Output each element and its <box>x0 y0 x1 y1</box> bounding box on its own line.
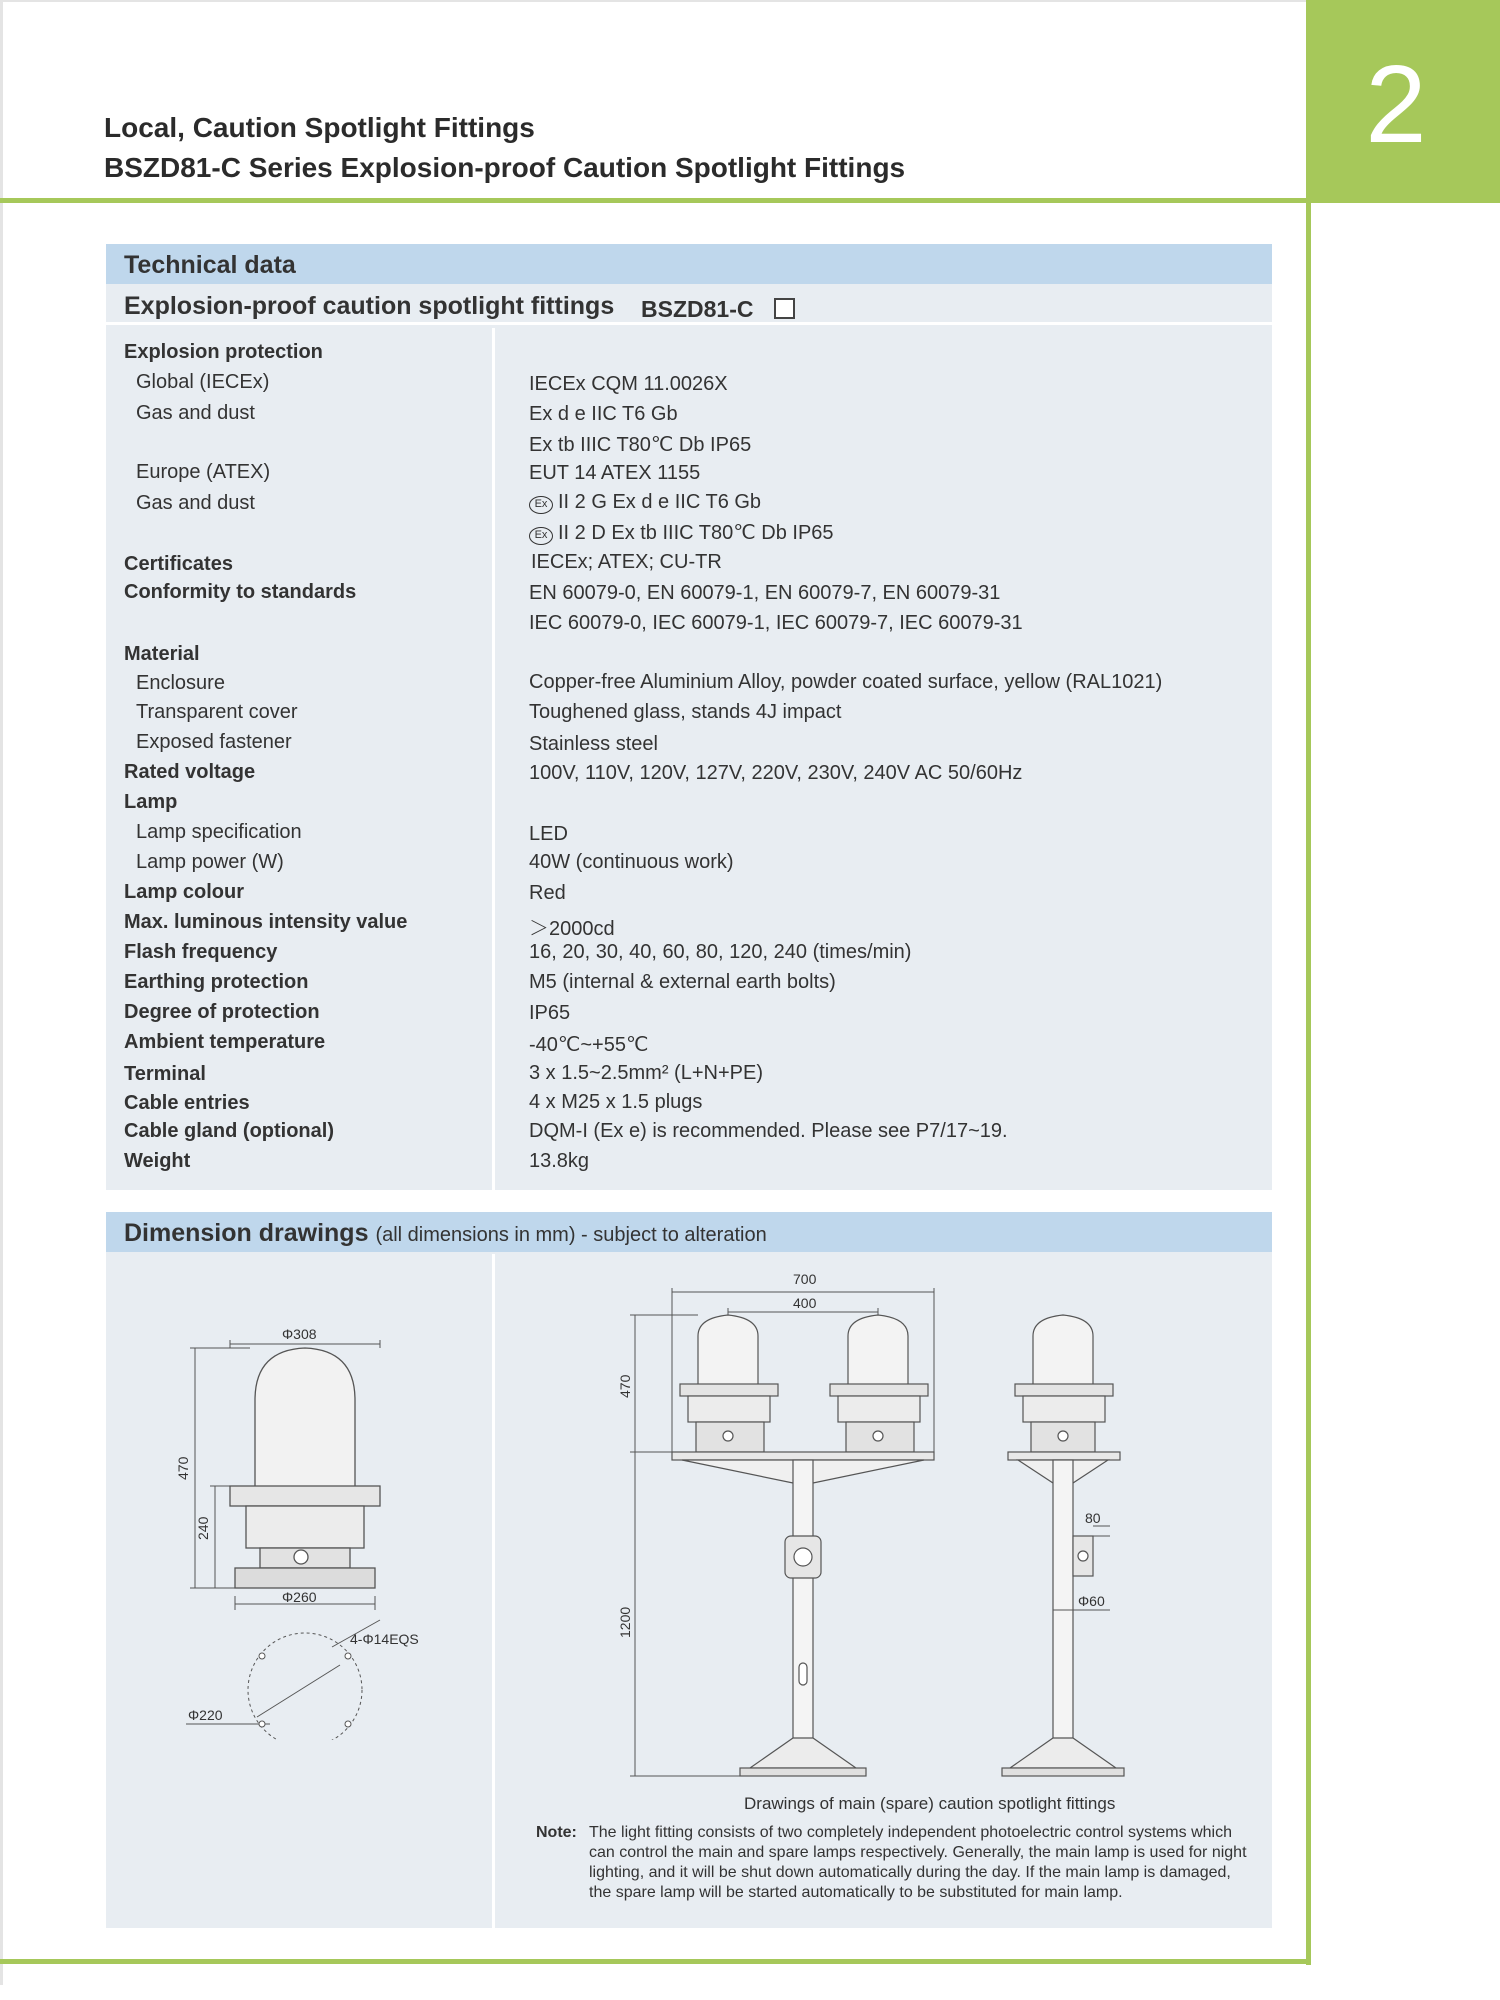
value-iecex-dust: Ex tb IIIC T80℃ Db IP65 <box>529 434 752 456</box>
dim-lamp-spacing: 400 <box>793 1295 817 1311</box>
technical-subheading <box>106 287 1272 325</box>
value-weight: 13.8kg <box>529 1150 590 1172</box>
label-transparent-cover: Transparent cover <box>136 701 298 723</box>
value-transparent-cover: Toughened glass, stands 4J impact <box>529 701 842 723</box>
dim-pole-height: 1200 <box>617 1606 633 1638</box>
pole-mount-drawing <box>610 1268 1140 1788</box>
dim-pole-diameter: Φ60 <box>1078 1593 1105 1609</box>
value-cable-entries: 4 x M25 x 1.5 plugs <box>529 1091 703 1113</box>
dim-box-width: 80 <box>1085 1510 1101 1526</box>
dim-top-diameter: Φ308 <box>282 1326 317 1342</box>
value-atex-dust <box>529 520 834 545</box>
drawing-note <box>536 1823 1266 1901</box>
value-iecex-cert: IECEx CQM 11.0026X <box>529 373 728 395</box>
value-certificates: IECEx; ATEX; CU-TR <box>531 551 722 573</box>
product-name: Explosion-proof caution spotlight fittings <box>124 292 615 320</box>
dim-holes: 4-Φ14EQS <box>350 1631 419 1647</box>
bottom-rule <box>0 1959 1311 1964</box>
ex-mark-icon: Ex <box>529 527 553 545</box>
right-rule <box>1306 198 1311 1965</box>
single-lamp-drawing <box>150 1320 460 1740</box>
column-divider <box>492 328 495 1190</box>
technical-data-section <box>106 244 1272 1190</box>
label-weight: Weight <box>124 1150 191 1172</box>
label-ambient-temperature: Ambient temperature <box>124 1031 326 1053</box>
label-lamp-specification: Lamp specification <box>136 821 302 843</box>
header-rule <box>0 198 1312 203</box>
value-ambient-temperature: -40℃~+55℃ <box>529 1034 649 1056</box>
value-max-luminous: ＞2000cd <box>529 918 615 940</box>
column-divider <box>492 1254 495 1928</box>
label-material: Material <box>124 643 200 665</box>
dim-lamp-height: 470 <box>617 1374 633 1398</box>
value-degree-protection: IP65 <box>529 1002 571 1024</box>
label-conformity: Conformity to standards <box>124 581 357 603</box>
label-terminal: Terminal <box>124 1063 206 1085</box>
value-exposed-fastener: Stainless steel <box>529 733 658 755</box>
label-exposed-fastener: Exposed fastener <box>136 731 292 753</box>
label-lamp-colour: Lamp colour <box>124 881 245 903</box>
label-cable-entries: Cable entries <box>124 1092 250 1114</box>
label-explosion-protection: Explosion protection <box>124 341 323 363</box>
label-degree-protection: Degree of protection <box>124 1001 320 1023</box>
dim-base-diameter: Φ260 <box>282 1589 317 1605</box>
label-enclosure: Enclosure <box>136 672 225 694</box>
value-lamp-power: 40W (continuous work) <box>529 851 734 873</box>
label-max-luminous: Max. luminous intensity value <box>124 911 408 933</box>
value-enclosure: Copper-free Aluminium Alloy, powder coated surface, yellow (RAL1021) <box>529 671 1163 693</box>
value-atex-cert: EUT 14 ATEX 1155 <box>529 462 701 484</box>
dim-overall-width: 700 <box>793 1271 817 1287</box>
value-iecex-gas: Ex d e IIC T6 Gb <box>529 403 678 425</box>
label-gas-dust-atex: Gas and dust <box>136 492 255 514</box>
label-europe-atex: Europe (ATEX) <box>136 461 271 483</box>
dimension-heading-note: (all dimensions in mm) - subject to alteration <box>375 1224 767 1246</box>
dimension-heading-title: Dimension drawings <box>124 1219 369 1247</box>
frame-left-border <box>0 0 3 1985</box>
drawing-caption: Drawings of main (spare) caution spotlight fittings <box>744 1794 1116 1813</box>
value-atex-gas <box>529 491 761 514</box>
page-title: Local, Caution Spotlight Fittings <box>104 112 535 143</box>
chapter-number: 2 <box>1365 43 1427 166</box>
note-text: The light fitting consists of two completely independent photoelectric control systems which can control the main and spare lamps respectively. Generally, the main lamp is used for night lighting, and it will be shut down automatically during the day. If the main lamp is damaged, the spare lamp will be started automatically to be substituted for main lamp. <box>589 1824 1247 1901</box>
label-gas-dust-iecex: Gas and dust <box>136 402 255 424</box>
ex-mark-icon: Ex <box>529 496 553 514</box>
dim-bolt-circle: Φ220 <box>188 1707 223 1723</box>
dim-lower-height: 240 <box>195 1516 211 1540</box>
label-rated-voltage: Rated voltage <box>124 761 256 783</box>
value-cable-gland: DQM-I (Ex e) is recommended. Please see P7/17~19. <box>529 1120 1008 1142</box>
value-conformity-1: EN 60079-0, EN 60079-1, EN 60079-7, EN 60079-31 <box>529 582 1001 604</box>
label-cable-gland: Cable gland (optional) <box>124 1120 334 1142</box>
value-lamp-colour: Red <box>529 882 566 904</box>
value-conformity-2: IEC 60079-0, IEC 60079-1, IEC 60079-7, IEC 60079-31 <box>529 612 1023 634</box>
variant-checkbox <box>774 298 795 319</box>
label-flash-frequency: Flash frequency <box>124 941 278 963</box>
value-atex-dust-text: II 2 D Ex tb IIIC T80℃ Db IP65 <box>558 522 834 544</box>
label-global-iecex: Global (IECEx) <box>136 371 270 393</box>
technical-data-heading: Technical data <box>106 244 1272 284</box>
label-certificates: Certificates <box>124 553 233 575</box>
frame-top-border <box>0 0 1310 2</box>
value-atex-gas-text: II 2 G Ex d e IIC T6 Gb <box>558 491 762 513</box>
label-lamp: Lamp <box>124 791 178 813</box>
value-earthing: M5 (internal & external earth bolts) <box>529 971 836 993</box>
value-flash-frequency: 16, 20, 30, 40, 60, 80, 120, 240 (times/min) <box>529 941 912 963</box>
model-code: BSZD81-C <box>641 296 754 322</box>
dimension-heading <box>106 1212 1272 1252</box>
note-label: Note: <box>536 1824 577 1841</box>
label-earthing: Earthing protection <box>124 971 309 993</box>
value-terminal: 3 x 1.5~2.5mm² (L+N+PE) <box>529 1062 763 1084</box>
label-lamp-power: Lamp power (W) <box>136 851 284 873</box>
value-lamp-spec: LED <box>529 823 568 845</box>
dim-total-height: 470 <box>175 1456 191 1480</box>
value-rated-voltage: 100V, 110V, 120V, 127V, 220V, 230V, 240V AC 50/60Hz <box>529 762 1023 784</box>
page-subtitle: BSZD81-C Series Explosion-proof Caution Spotlight Fittings <box>104 152 906 183</box>
